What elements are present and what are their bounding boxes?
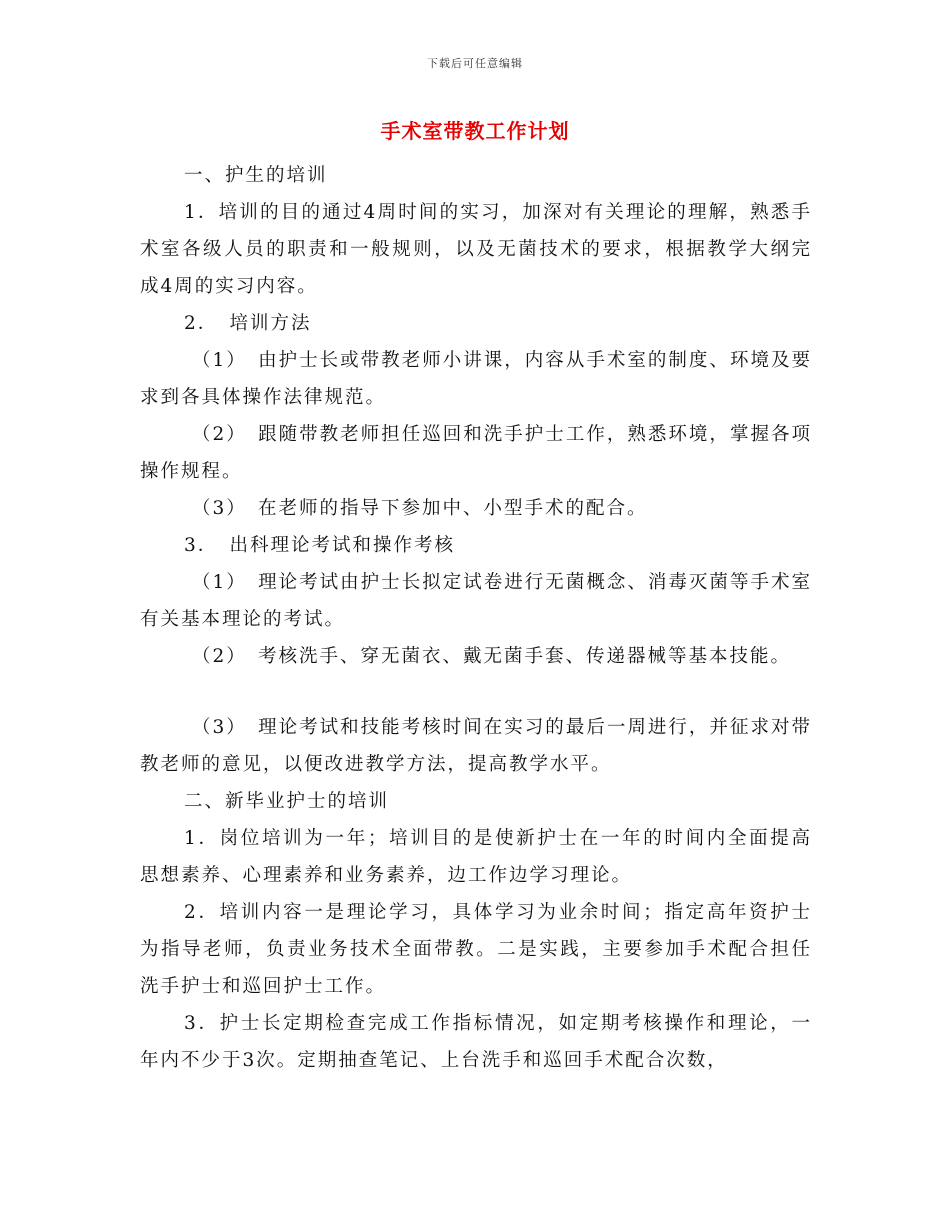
paragraph-method-1: （1） 由护士长或带教老师小讲课，内容从手术室的制度、环境及要求到各具体操作法律规范。 xyxy=(140,350,812,408)
paragraph-head-nurse-checks: 3．护士长定期检查完成工作指标情况，如定期考核操作和理论，一年内不少于3次。定期抽查笔记、上台洗手和巡回手术配合次数， xyxy=(140,1013,812,1071)
paragraph-training-content: 2．培训内容一是理论学习，具体学习为业余时间；指定高年资护士为指导老师，负责业务技术全面带教。二是实践，主要参加手术配合担任洗手护士和巡回护士工作。 xyxy=(140,902,812,997)
paragraph-gap xyxy=(140,675,812,709)
section-heading-new-nurses: 二、新毕业护士的培训 xyxy=(184,791,390,812)
paragraph-exam-2: （2） 考核洗手、穿无菌衣、戴无菌手套、传递器械等基本技能。 xyxy=(192,646,792,667)
paragraph-post-training: 1．岗位培训为一年；培训目的是使新护士在一年的时间内全面提高思想素养、心理素养和业务素养，边工作边学习理论。 xyxy=(140,828,812,886)
paragraph-training-methods: 2． 培训方法 xyxy=(184,313,312,334)
document-title: 手术室带教工作计划 xyxy=(380,119,570,143)
paragraph-training-purpose: 1．培训的目的通过4周时间的实习，加深对有关理论的理解，熟悉手术室各级人员的职责和一般规则，以及无菌技术的要求，根据教学大纲完成4周的实习内容。 xyxy=(140,202,812,297)
section-heading-nursing-students: 一、护生的培训 xyxy=(184,165,328,186)
document-body xyxy=(140,157,812,1079)
header-note: 下载后可任意编辑 xyxy=(427,57,523,70)
paragraph-exam-3: （3） 理论考试和技能考核时间在实习的最后一周进行，并征求对带教老师的意见，以便改进教学方法，提高教学水平。 xyxy=(140,717,812,775)
paragraph-exam-1: （1） 理论考试由护士长拟定试卷进行无菌概念、消毒灭菌等手术室有关基本理论的考试。 xyxy=(140,572,812,630)
paragraph-exams: 3． 出科理论考试和操作考核 xyxy=(184,535,456,556)
paragraph-method-2: （2） 跟随带教老师担任巡回和洗手护士工作，熟悉环境，掌握各项操作规程。 xyxy=(140,424,812,482)
paragraph-method-3: （3） 在老师的指导下参加中、小型手术的配合。 xyxy=(192,498,648,519)
